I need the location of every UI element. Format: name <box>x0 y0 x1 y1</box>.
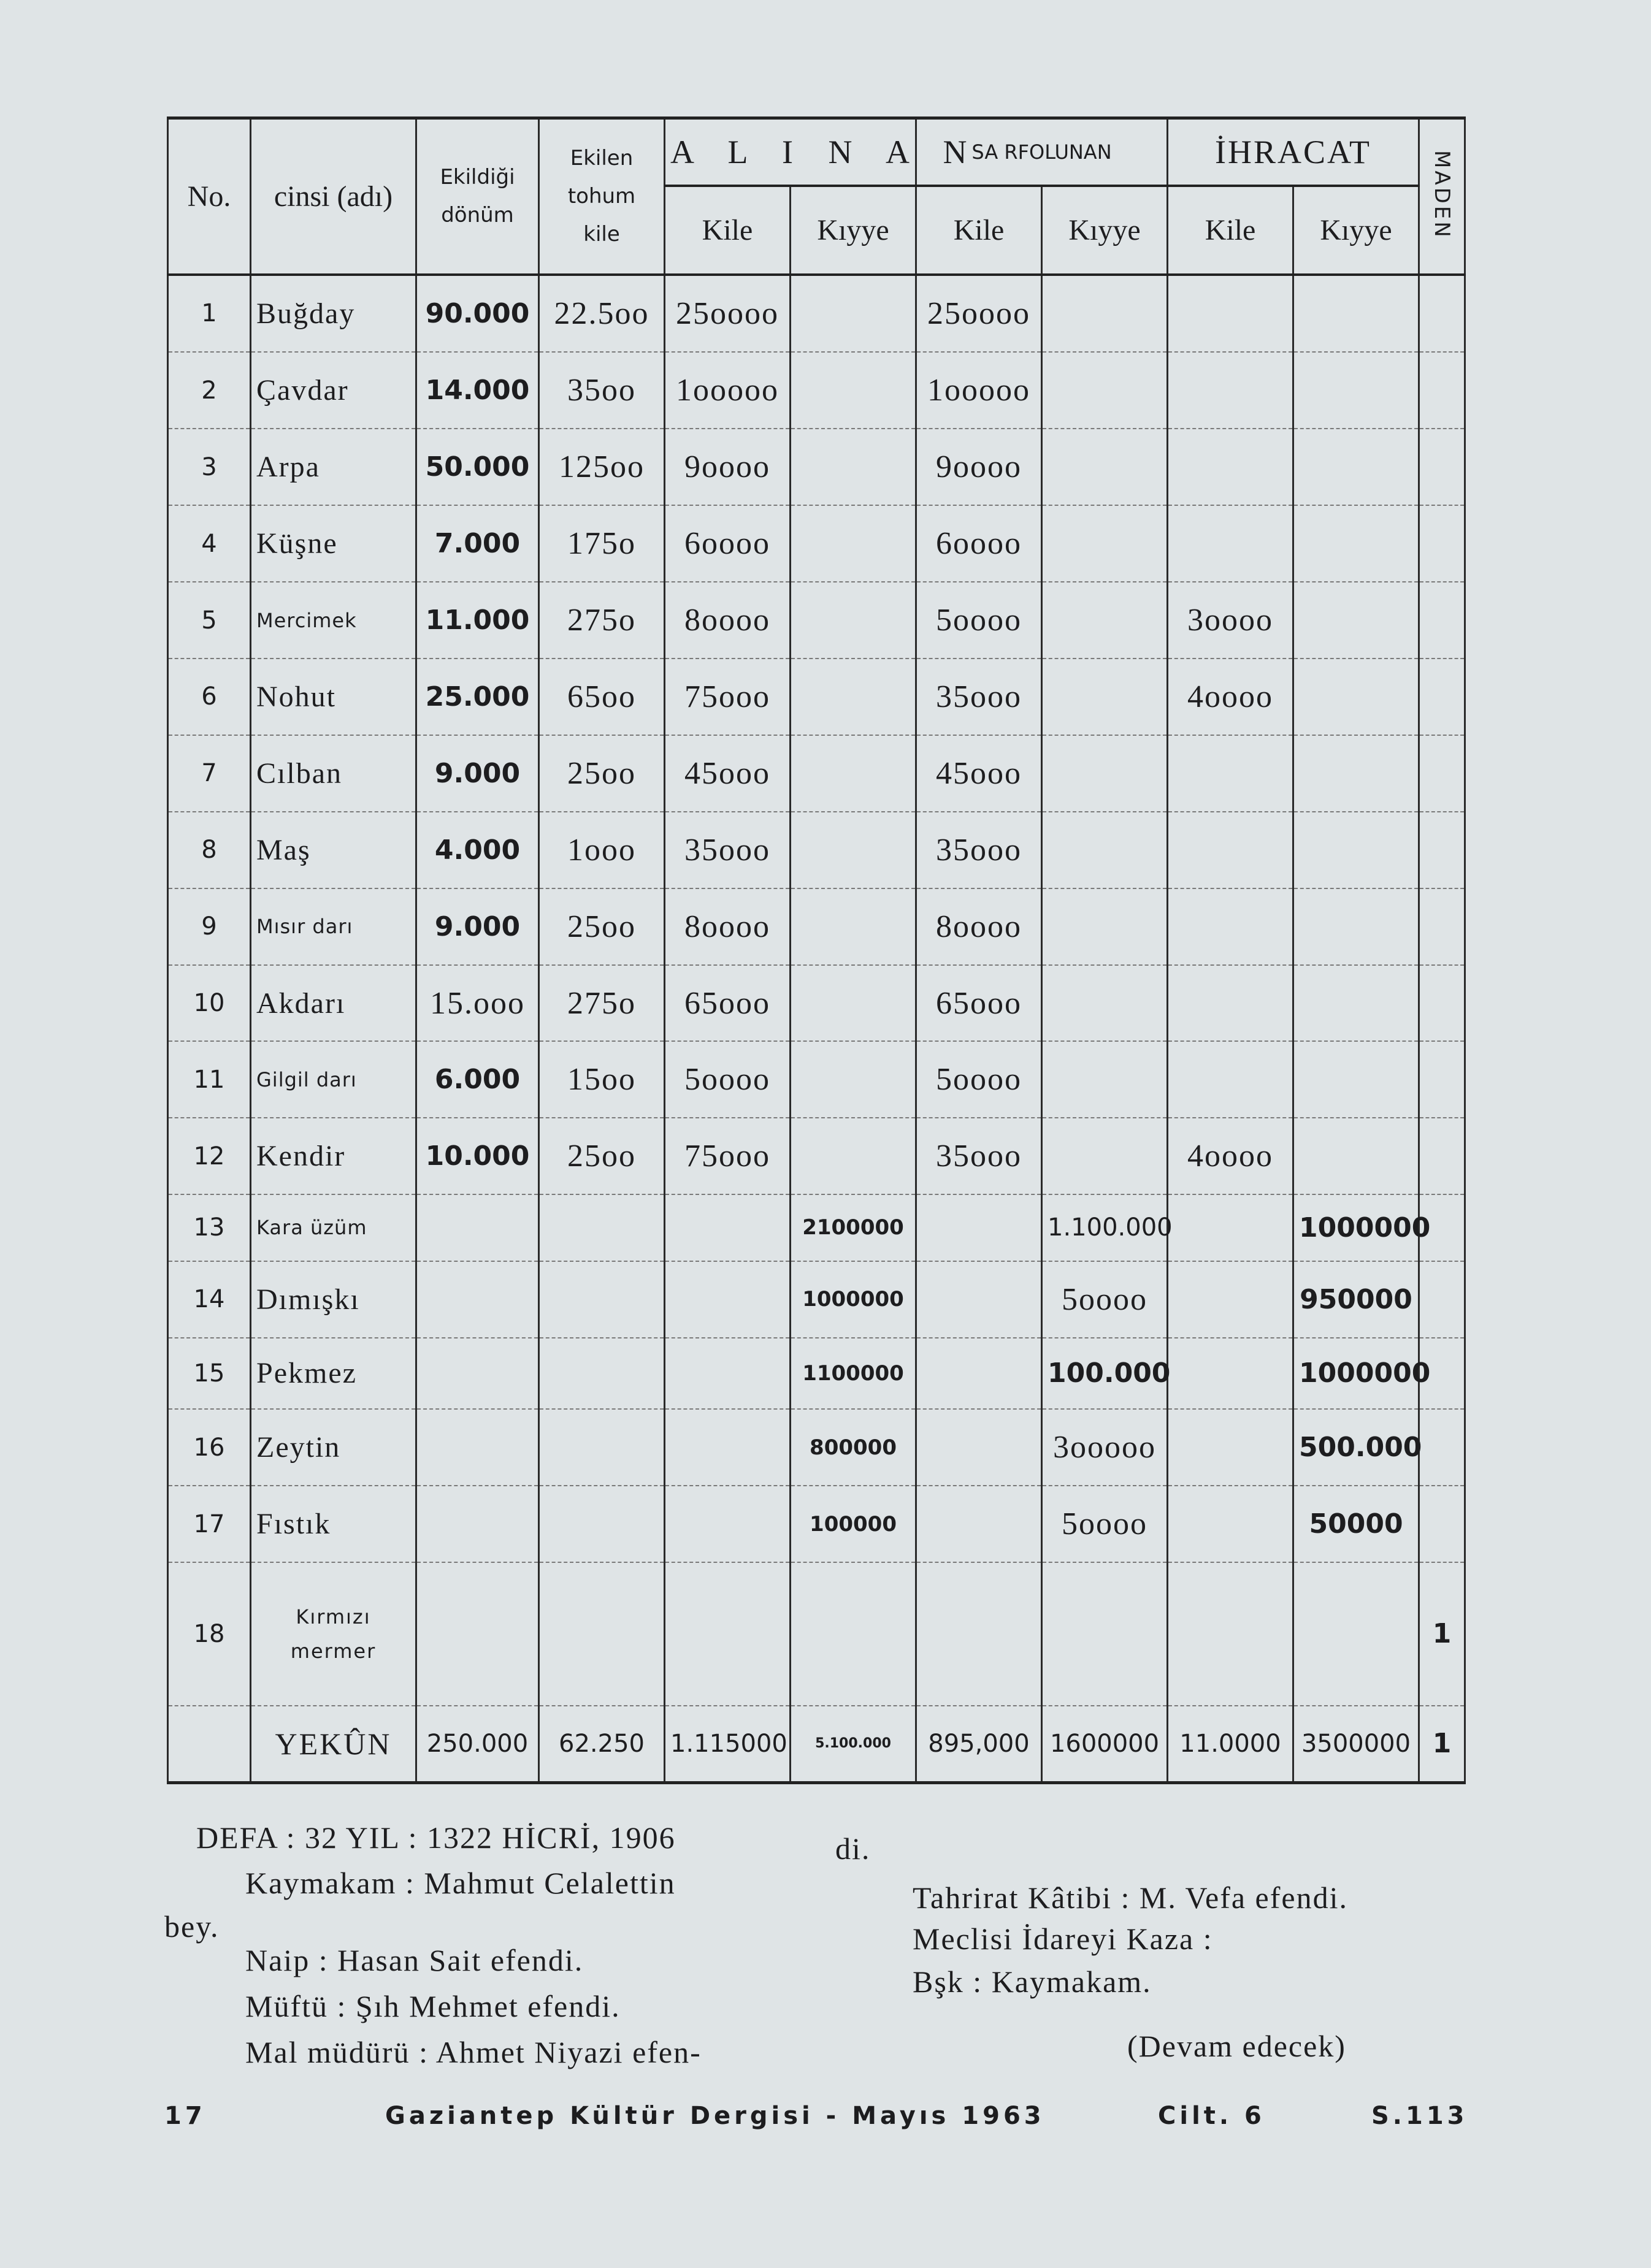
row-tohum: 35oo <box>539 352 665 429</box>
row-sarf-kiyye <box>1042 1041 1168 1118</box>
total-alinan-kile: 1.115000 <box>665 1706 791 1783</box>
row-sarf-kiyye <box>1042 965 1168 1042</box>
row-donum: 4.000 <box>416 812 539 888</box>
row-ihr-kile <box>1168 888 1293 965</box>
row-alinan-kile: 65ooo <box>665 965 791 1042</box>
row-tohum: 125oo <box>539 429 665 505</box>
table-row <box>168 1118 1465 1194</box>
row-ihr-kile <box>1168 1409 1293 1486</box>
footer-page-no: 17 <box>164 2102 206 2130</box>
row-tohum: 275o <box>539 582 665 659</box>
row-donum: 9.000 <box>416 888 539 965</box>
row-no: 7 <box>168 735 251 812</box>
row-alinan-kile: 45ooo <box>665 735 791 812</box>
header-alinan-kile: Kile <box>665 186 791 275</box>
row-donum: 10.000 <box>416 1118 539 1194</box>
row-name: Zeytin <box>251 1409 416 1486</box>
row-alinan-kile <box>665 1562 791 1705</box>
notes-devam: (Devam edecek) <box>1127 2029 1346 2063</box>
row-no: 8 <box>168 812 251 888</box>
table-row <box>168 1261 1465 1338</box>
row-sarf-kile <box>916 1261 1042 1338</box>
row-alinan-kiyye <box>791 735 916 812</box>
row-ihr-kiyye: 500.000 <box>1293 1409 1419 1486</box>
row-alinan-kiyye <box>791 812 916 888</box>
table-row <box>168 1562 1465 1705</box>
row-ihr-kiyye <box>1293 659 1419 735</box>
row-alinan-kiyye: 800000 <box>791 1409 916 1486</box>
row-no: 14 <box>168 1261 251 1338</box>
row-name: Arpa <box>251 429 416 505</box>
row-maden <box>1419 275 1465 353</box>
row-sarf-kiyye <box>1042 429 1168 505</box>
row-alinan-kiyye <box>791 888 916 965</box>
row-alinan-kile: 75ooo <box>665 1118 791 1194</box>
row-tohum: 25oo <box>539 1118 665 1194</box>
row-maden <box>1419 429 1465 505</box>
row-alinan-kile <box>665 1338 791 1410</box>
header-ekilen-line3: kile <box>583 222 620 247</box>
row-sarf-kiyye <box>1042 1118 1168 1194</box>
row-sarf-kile <box>916 1409 1042 1486</box>
notes-tahrirat: Tahrirat Kâtibi : M. Vefa efendi. <box>913 1880 1348 1915</box>
row-tohum <box>539 1194 665 1261</box>
footer-sayi: S.113 <box>1371 2102 1468 2130</box>
row-donum <box>416 1261 539 1338</box>
row-sarf-kiyye: 3ooooo <box>1042 1409 1168 1486</box>
row-no: 11 <box>168 1041 251 1118</box>
row-ihr-kile <box>1168 505 1293 582</box>
row-maden: 1 <box>1419 1562 1465 1705</box>
row-sarf-kile <box>916 1562 1042 1705</box>
row-sarf-kile: 65ooo <box>916 965 1042 1042</box>
row-alinan-kiyye <box>791 505 916 582</box>
row-ihr-kile <box>1168 275 1293 353</box>
row-no: 1 <box>168 275 251 353</box>
row-no: 16 <box>168 1409 251 1486</box>
table-row <box>168 659 1465 735</box>
row-tohum <box>539 1409 665 1486</box>
notes-mal-muduru: Mal müdürü : Ahmet Niyazi efen- <box>245 2035 702 2069</box>
row-sarf-kile: 45ooo <box>916 735 1042 812</box>
row-no: 10 <box>168 965 251 1042</box>
row-donum: 15.ooo <box>416 965 539 1042</box>
header-sarf-kiyye: Kıyye <box>1042 186 1168 275</box>
total-maden: 1 <box>1419 1706 1465 1783</box>
row-ihr-kile <box>1168 352 1293 429</box>
header-ihracat: İHRACAT <box>1168 118 1419 186</box>
row-maden <box>1419 812 1465 888</box>
row-name: Akdarı <box>251 965 416 1042</box>
row-alinan-kiyye <box>791 275 916 353</box>
total-donum: 250.000 <box>416 1706 539 1783</box>
row-alinan-kile <box>665 1486 791 1562</box>
row-maden <box>1419 735 1465 812</box>
header-ekilen-line1: Ekilen <box>570 146 634 171</box>
header-ihracat-kiyye: Kıyye <box>1293 186 1419 275</box>
notes-defa: DEFA : 32 YIL : 1322 HİCRİ, 1906 <box>196 1820 676 1855</box>
total-row <box>168 1706 1465 1783</box>
header-ekildigi-line2: dönüm <box>441 203 514 228</box>
row-donum <box>416 1409 539 1486</box>
row-ihr-kiyye <box>1293 888 1419 965</box>
header-ekildigi-line1: Ekildiği <box>440 165 515 190</box>
row-sarf-kile: 1ooooo <box>916 352 1042 429</box>
row-alinan-kiyye: 2100000 <box>791 1194 916 1261</box>
header-maden: MADEN <box>1430 150 1455 240</box>
row-maden <box>1419 659 1465 735</box>
row-sarf-kile: 5oooo <box>916 1041 1042 1118</box>
row-no: 3 <box>168 429 251 505</box>
header-ihracat-kile: Kile <box>1168 186 1293 275</box>
row-ihr-kiyye: 1000000 <box>1293 1194 1419 1261</box>
table-row <box>168 1338 1465 1410</box>
row-ihr-kiyye: 1000000 <box>1293 1338 1419 1410</box>
row-tohum <box>539 1261 665 1338</box>
row-ihr-kile: 3oooo <box>1168 582 1293 659</box>
row-sarf-kiyye <box>1042 1562 1168 1705</box>
row-ihr-kile <box>1168 1486 1293 1562</box>
row-ihr-kile <box>1168 429 1293 505</box>
row-no: 9 <box>168 888 251 965</box>
notes-di: di. <box>835 1831 871 1866</box>
row-tohum <box>539 1562 665 1705</box>
row-donum <box>416 1486 539 1562</box>
row-alinan-kile: 5oooo <box>665 1041 791 1118</box>
header-alinan: A L I N A N <box>665 118 916 186</box>
table-row <box>168 1194 1465 1261</box>
row-ihr-kile: 4oooo <box>1168 1118 1293 1194</box>
row-sarf-kile: 25oooo <box>916 275 1042 353</box>
row-ihr-kiyye: 950000 <box>1293 1261 1419 1338</box>
row-alinan-kiyye <box>791 659 916 735</box>
row-alinan-kile: 75ooo <box>665 659 791 735</box>
row-alinan-kiyye <box>791 965 916 1042</box>
row-ihr-kiyye <box>1293 582 1419 659</box>
row-tohum: 275o <box>539 965 665 1042</box>
row-ihr-kiyye <box>1293 429 1419 505</box>
notes-muftu: Müftü : Şıh Mehmet efendi. <box>245 1989 621 2023</box>
table-row <box>168 812 1465 888</box>
row-name: Dımışkı <box>251 1261 416 1338</box>
table-row <box>168 505 1465 582</box>
total-tohum: 62.250 <box>539 1706 665 1783</box>
row-sarf-kiyye <box>1042 582 1168 659</box>
row-name: Maş <box>251 812 416 888</box>
row-ihr-kile <box>1168 1261 1293 1338</box>
header-maden-cell <box>1419 118 1465 275</box>
notes-naip: Naip : Hasan Sait efendi. <box>245 1943 584 1977</box>
row-maden <box>1419 352 1465 429</box>
row-donum: 90.000 <box>416 275 539 353</box>
row-sarf-kile: 35ooo <box>916 659 1042 735</box>
row-no: 13 <box>168 1194 251 1261</box>
row-alinan-kile: 35ooo <box>665 812 791 888</box>
row-ihr-kiyye <box>1293 735 1419 812</box>
total-sarf-kiyye: 1600000 <box>1042 1706 1168 1783</box>
row-donum <box>416 1562 539 1705</box>
row-alinan-kiyye <box>791 1562 916 1705</box>
row-name: Küşne <box>251 505 416 582</box>
total-label: YEKÛN <box>251 1706 416 1783</box>
row-ihr-kile <box>1168 1338 1293 1410</box>
row-sarf-kiyye: 1.100.000 <box>1042 1194 1168 1261</box>
table-row <box>168 582 1465 659</box>
row-alinan-kile: 25oooo <box>665 275 791 353</box>
row-alinan-kile: 8oooo <box>665 582 791 659</box>
header-ekildigi <box>416 118 539 275</box>
row-sarf-kiyye <box>1042 888 1168 965</box>
row-tohum: 1ooo <box>539 812 665 888</box>
row-alinan-kiyye <box>791 1118 916 1194</box>
row-name: Mısır darı <box>251 888 416 965</box>
row-sarf-kile: 9oooo <box>916 429 1042 505</box>
row-no: 15 <box>168 1338 251 1410</box>
row-name: Mercimek <box>251 582 416 659</box>
row-ihr-kiyye <box>1293 505 1419 582</box>
statistics-table <box>167 116 1466 1784</box>
row-donum: 11.000 <box>416 582 539 659</box>
row-ihr-kiyye <box>1293 275 1419 353</box>
row-no: 5 <box>168 582 251 659</box>
row-sarf-kiyye: 100.000 <box>1042 1338 1168 1410</box>
row-no: 17 <box>168 1486 251 1562</box>
header-ekilen <box>539 118 665 275</box>
table-row <box>168 1486 1465 1562</box>
row-name: Pekmez <box>251 1338 416 1410</box>
row-alinan-kile: 9oooo <box>665 429 791 505</box>
row-maden <box>1419 1409 1465 1486</box>
header-ekilen-line2: tohum <box>567 184 636 209</box>
row-ihr-kiyye <box>1293 965 1419 1042</box>
row-tohum: 22.5oo <box>539 275 665 353</box>
row-alinan-kiyye: 1000000 <box>791 1261 916 1338</box>
row-ihr-kile <box>1168 812 1293 888</box>
header-sarf-kile: Kile <box>916 186 1042 275</box>
total-ihr-kile: 11.0000 <box>1168 1706 1293 1783</box>
row-maden <box>1419 1041 1465 1118</box>
table-row <box>168 352 1465 429</box>
row-maden <box>1419 505 1465 582</box>
table-row <box>168 888 1465 965</box>
row-maden <box>1419 1261 1465 1338</box>
total-alinan-kiyye: 5.100.000 <box>791 1706 916 1783</box>
row-alinan-kile <box>665 1261 791 1338</box>
row-donum: 6.000 <box>416 1041 539 1118</box>
row-alinan-kiyye: 100000 <box>791 1486 916 1562</box>
total-ihr-kiyye: 3500000 <box>1293 1706 1419 1783</box>
row-sarf-kile <box>916 1194 1042 1261</box>
row-name: Kendir <box>251 1118 416 1194</box>
row-alinan-kile: 1ooooo <box>665 352 791 429</box>
row-maden <box>1419 888 1465 965</box>
row-sarf-kiyye <box>1042 352 1168 429</box>
footer-cilt: Cilt. 6 <box>1158 2102 1265 2130</box>
row-name: Cılban <box>251 735 416 812</box>
row-sarf-kile <box>916 1338 1042 1410</box>
row-ihr-kile <box>1168 1041 1293 1118</box>
row-alinan-kiyye <box>791 352 916 429</box>
header-alinan-kiyye: Kıyye <box>791 186 916 275</box>
row-no: 12 <box>168 1118 251 1194</box>
row-tohum <box>539 1338 665 1410</box>
row-no: 6 <box>168 659 251 735</box>
row-tohum <box>539 1486 665 1562</box>
notes-kaymakam: Kaymakam : Mahmut Celalettin <box>245 1866 676 1900</box>
row-ihr-kiyye <box>1293 1562 1419 1705</box>
row-donum: 50.000 <box>416 429 539 505</box>
table-row <box>168 429 1465 505</box>
row-sarf-kile: 5oooo <box>916 582 1042 659</box>
table-row <box>168 275 1465 353</box>
row-sarf-kiyye <box>1042 735 1168 812</box>
row-donum <box>416 1338 539 1410</box>
row-sarf-kile: 8oooo <box>916 888 1042 965</box>
row-sarf-kile: 35ooo <box>916 812 1042 888</box>
row-name: Gilgil darı <box>251 1041 416 1118</box>
row-tohum: 25oo <box>539 735 665 812</box>
row-name: Kırmızı mermer <box>251 1562 416 1705</box>
row-name: Buğday <box>251 275 416 353</box>
header-cinsi: cinsi (adı) <box>251 118 416 275</box>
row-alinan-kiyye <box>791 1041 916 1118</box>
row-name: Nohut <box>251 659 416 735</box>
row-maden <box>1419 965 1465 1042</box>
notes-bey: bey. <box>164 1909 220 1944</box>
table-body <box>168 275 1465 1783</box>
row-alinan-kile <box>665 1409 791 1486</box>
row-maden <box>1419 582 1465 659</box>
row-tohum: 175o <box>539 505 665 582</box>
row-donum: 7.000 <box>416 505 539 582</box>
row-name: Fıstık <box>251 1486 416 1562</box>
row-sarf-kiyye <box>1042 812 1168 888</box>
total-sarf-kile: 895,000 <box>916 1706 1042 1783</box>
row-tohum: 65oo <box>539 659 665 735</box>
row-sarf-kiyye: 5oooo <box>1042 1261 1168 1338</box>
footer-magazine: Gaziantep Kültür Dergisi - Mayıs 1963 <box>385 2102 1045 2130</box>
row-donum: 25.000 <box>416 659 539 735</box>
row-maden <box>1419 1486 1465 1562</box>
row-no: 2 <box>168 352 251 429</box>
table-row <box>168 1041 1465 1118</box>
row-sarf-kile: 6oooo <box>916 505 1042 582</box>
row-ihr-kile <box>1168 735 1293 812</box>
row-no: 4 <box>168 505 251 582</box>
row-sarf-kile: 35ooo <box>916 1118 1042 1194</box>
table-row <box>168 1409 1465 1486</box>
row-tohum: 15oo <box>539 1041 665 1118</box>
row-alinan-kile: 6oooo <box>665 505 791 582</box>
row-alinan-kiyye <box>791 582 916 659</box>
row-no: 18 <box>168 1562 251 1705</box>
row-sarf-kiyye <box>1042 659 1168 735</box>
row-name: Kara üzüm <box>251 1194 416 1261</box>
table-row <box>168 735 1465 812</box>
row-sarf-kiyye <box>1042 505 1168 582</box>
row-ihr-kiyye <box>1293 352 1419 429</box>
header-sarfolunan: SA RFOLUNAN <box>916 118 1168 186</box>
row-tohum: 25oo <box>539 888 665 965</box>
row-sarf-kiyye <box>1042 275 1168 353</box>
row-alinan-kile <box>665 1194 791 1261</box>
row-ihr-kile <box>1168 965 1293 1042</box>
row-maden <box>1419 1118 1465 1194</box>
row-ihr-kiyye <box>1293 1118 1419 1194</box>
header-no: No. <box>168 118 251 275</box>
row-alinan-kiyye: 1100000 <box>791 1338 916 1410</box>
row-ihr-kiyye <box>1293 1041 1419 1118</box>
row-donum: 9.000 <box>416 735 539 812</box>
row-ihr-kiyye <box>1293 812 1419 888</box>
row-ihr-kiyye: 50000 <box>1293 1486 1419 1562</box>
notes-bsk: Bşk : Kaymakam. <box>913 1964 1152 1999</box>
row-donum: 14.000 <box>416 352 539 429</box>
row-ihr-kile <box>1168 1562 1293 1705</box>
row-donum <box>416 1194 539 1261</box>
row-sarf-kiyye: 5oooo <box>1042 1486 1168 1562</box>
row-ihr-kile <box>1168 1194 1293 1261</box>
row-sarf-kile <box>916 1486 1042 1562</box>
table-row <box>168 965 1465 1042</box>
row-ihr-kile: 4oooo <box>1168 659 1293 735</box>
row-name: Çavdar <box>251 352 416 429</box>
row-alinan-kiyye <box>791 429 916 505</box>
row-alinan-kile: 8oooo <box>665 888 791 965</box>
total-no <box>168 1706 251 1783</box>
notes-meclis: Meclisi İdareyi Kaza : <box>913 1922 1213 1956</box>
